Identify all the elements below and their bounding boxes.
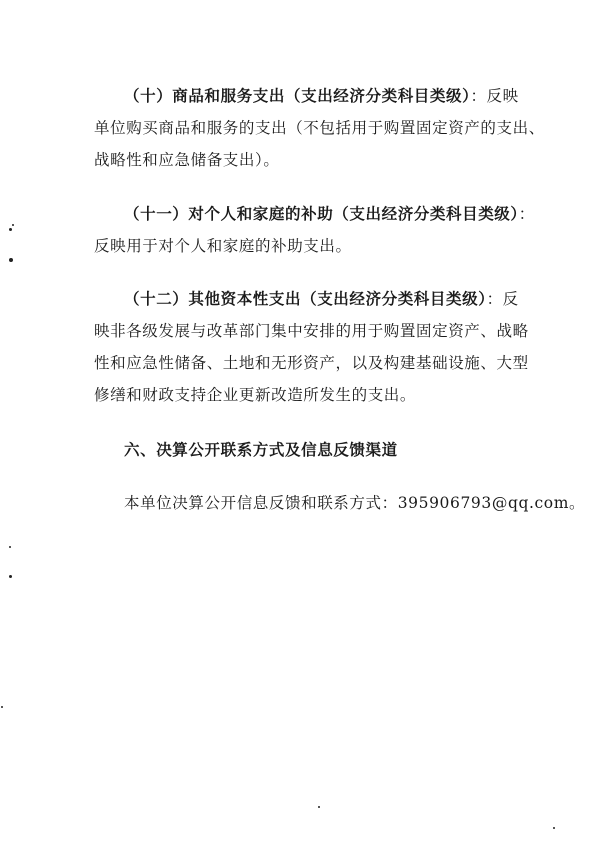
scan-speck	[9, 258, 13, 262]
section-11-heading: （十一）对个人和家庭的补助（支出经济分类科目类级）	[124, 204, 519, 223]
section-11-line-1: ：	[518, 205, 535, 223]
section-12-heading: （十二）其他资本性支出（支出经济分类科目类级）	[124, 289, 487, 308]
section-12	[94, 283, 534, 411]
section-6-heading: 六、决算公开联系方式及信息反馈渠道	[124, 440, 398, 459]
section-12-first-line	[94, 283, 534, 315]
section-10-first-line	[94, 80, 534, 112]
contact-email: 395906793@qq.com。	[397, 494, 586, 512]
scan-speck	[318, 806, 320, 808]
scan-speck	[9, 575, 12, 578]
section-12-line-2: 映非各级发展与改革部门集中安排的用于购置固定资产、战略	[94, 322, 529, 340]
section-6	[94, 434, 534, 466]
scan-speck	[9, 546, 11, 548]
scan-speck	[1, 706, 3, 708]
section-10-line-2: 单位购买商品和服务的支出（不包括用于购置固定资产的支出、	[94, 119, 545, 137]
section-10-line-1: ：反映	[470, 87, 519, 105]
section-12-line-4: 修缮和财政支持企业更新改造所发生的支出。	[94, 386, 417, 404]
section-10	[94, 80, 545, 176]
section-10-line-3: 战略性和应急储备支出）。	[94, 151, 280, 169]
section-12-line-1: ：反	[486, 290, 519, 308]
section-11-first-line	[94, 198, 534, 230]
section-11	[94, 198, 534, 262]
contact-label: 本单位决算公开信息反馈和联系方式：	[124, 494, 398, 512]
scan-speck	[12, 224, 14, 226]
section-10-heading: （十）商品和服务支出（支出经济分类科目类级）	[124, 86, 471, 105]
contact-paragraph	[94, 487, 586, 519]
scan-speck	[553, 827, 555, 829]
scan-speck	[9, 228, 12, 231]
section-11-line-2: 反映用于对个人和家庭的补助支出。	[94, 237, 352, 255]
contact-line	[94, 487, 586, 519]
section-12-line-3: 性和应急性储备、土地和无形资产，以及构建基础设施、大型	[94, 354, 529, 372]
